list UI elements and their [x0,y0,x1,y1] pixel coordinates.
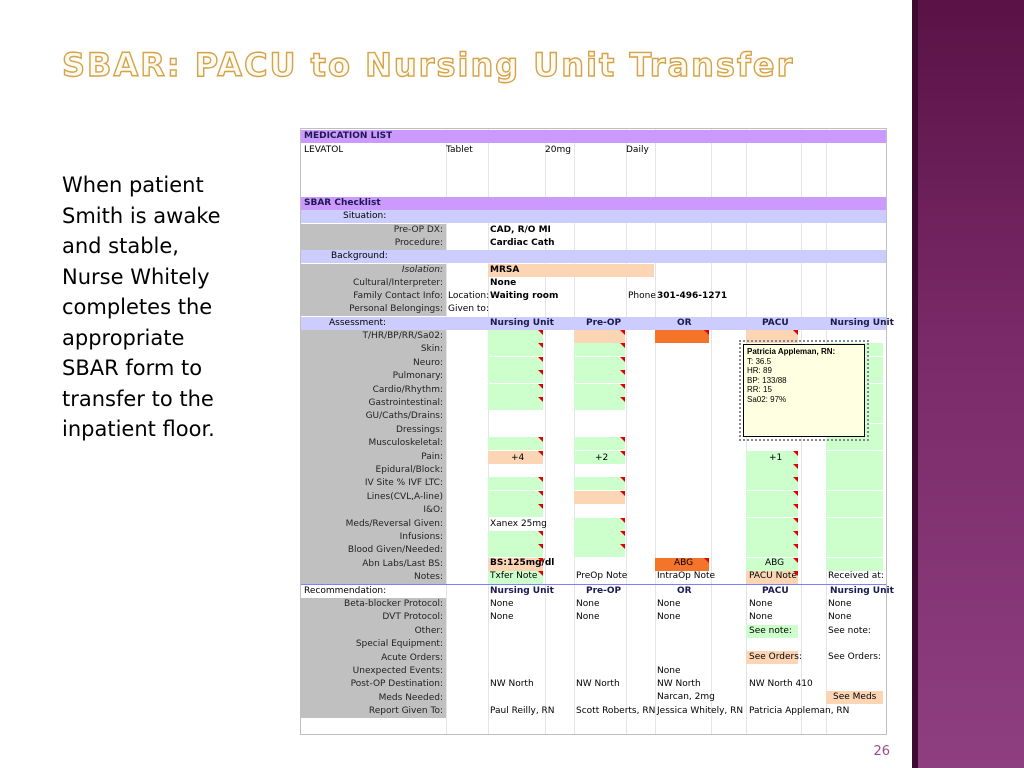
assessment-cell-unit[interactable] [826,518,883,531]
pain-pacu-value: +1 [769,453,783,463]
situation-label: Situation: [343,211,387,221]
sbar-spreadsheet [300,128,894,735]
labs-nursing-value: BS:125mg/dl [490,558,555,568]
side-panel [912,0,1024,768]
isolation-value: MRSA [490,265,520,275]
preop-dx-label: Pre-OP DX: [393,225,443,235]
comment-indicator[interactable] [620,330,625,335]
rec-col-pacu: PACU [762,586,789,596]
medication-row [301,144,886,157]
assessment-cell-pacu[interactable] [746,477,798,490]
comment-indicator[interactable] [538,477,543,482]
dest-preop: NW North [576,679,620,689]
assessment-row-label: Musculoskeletal: [368,438,443,449]
comment-indicator[interactable] [620,397,625,402]
beta-pacu: None [749,599,773,609]
assessment-row-label: Abn Labs/Last BS: [362,558,443,569]
comment-line: RR: 15 [747,385,772,394]
comment-indicator[interactable] [793,558,798,563]
dvt-nursing: None [490,612,514,622]
comment-indicator[interactable] [538,437,543,442]
notes-preop-value: PreOp Note [576,571,628,581]
assessment-cell-nursing[interactable] [488,437,543,450]
assessment-row-label: I&O: [423,505,443,516]
assessment-cell-unit[interactable] [826,477,883,490]
assessment-row-label: Blood Given/Needed: [347,545,443,556]
given-to-label: Given to: [448,304,489,314]
assessment-cell-nursing[interactable] [488,370,543,383]
comment-indicator[interactable] [704,558,709,563]
comment-indicator[interactable] [620,518,625,523]
med-form[interactable]: Tablet [446,145,473,155]
medication-list-title: MEDICATION LIST [304,131,393,141]
assessment-cell-pacu[interactable] [746,544,798,557]
comment-indicator[interactable] [793,491,798,496]
comment-indicator[interactable] [793,464,798,469]
comment-indicator[interactable] [793,451,798,456]
rec-col-or: OR [677,586,692,596]
assessment-cell-preop[interactable] [574,357,625,370]
comment-indicator[interactable] [793,531,798,536]
assessment-cell-nursing[interactable] [488,330,543,343]
comment-indicator[interactable] [620,437,625,442]
comment-indicator[interactable] [538,451,543,456]
comment-indicator[interactable] [538,330,543,335]
assessment-cell-unit[interactable] [826,531,883,544]
col-or: OR [677,318,692,328]
comment-indicator[interactable] [793,504,798,509]
comment-indicator[interactable] [538,571,543,576]
col-nursing-unit: Nursing Unit [490,318,554,328]
dvt-or: None [657,612,681,622]
comment-indicator[interactable] [620,370,625,375]
comment-title: Patricia Appleman, RN: [747,347,836,356]
beta-or: None [657,599,681,609]
procedure-value[interactable]: Cardiac Cath [490,238,555,248]
assessment-cell-nursing[interactable] [488,544,543,557]
sbar-checklist-title: SBAR Checklist [304,198,381,208]
assessment-row-label: T/HR/BP/RR/Sa02: [362,331,443,341]
assessment-cell-unit[interactable] [826,491,883,504]
family-contact-label: Family Contact Info: [353,291,443,301]
labs-pacu-value: ABG [765,558,785,568]
situation-header [301,210,886,223]
report-pacu: Patricia Appleman, RN [749,706,850,716]
assessment-row-label: Cardio/Rhythm: [372,384,443,395]
report-nursing: Paul Reilly, RN [490,706,555,716]
assessment-row-label: Notes: [413,572,443,583]
assessment-cell-nursing[interactable] [488,357,543,370]
assessment-cell-preop[interactable] [574,384,625,397]
comment-indicator[interactable] [793,477,798,482]
report-preop: Scott Roberts, RN [576,706,656,716]
assessment-cell-unit[interactable] [826,451,883,464]
dvt-preop: None [576,612,600,622]
beta-nursing: None [490,599,514,609]
assessment-cell-nursing[interactable] [488,531,543,544]
recommendation-row-label: Report Given To: [368,706,443,717]
comment-indicator[interactable] [538,491,543,496]
comment-indicator[interactable] [538,397,543,402]
comment-indicator[interactable] [620,477,625,482]
comment-indicator[interactable] [620,491,625,496]
assessment-cell-unit[interactable] [826,544,883,557]
notes-unit-value: Received at: [828,571,884,581]
belongings-label: Personal Belongings: [349,304,443,314]
assessment-row-label: GU/Caths/Drains: [365,411,443,422]
meds-needed-or: Narcan, 2mg [657,692,715,702]
phone-value[interactable]: 301-496-1271 [657,291,728,301]
assessment-cell-or[interactable] [655,330,709,343]
dest-pacu: NW North 410 [749,679,813,689]
assessment-cell-preop[interactable] [574,531,625,544]
assessment-cell-nursing[interactable] [488,384,543,397]
beta-preop: None [576,599,600,609]
rec-col-nursing-unit: Nursing Unit [490,586,554,596]
procedure-label: Procedure: [394,238,443,248]
assessment-cell-pacu[interactable] [746,464,798,477]
assessment-row-label: Dressings: [396,424,443,435]
slide-title: SBAR: PACU to Nursing Unit Transfer [62,46,795,84]
assessment-cell-unit[interactable] [826,464,883,477]
assessment-cell-preop[interactable] [574,518,625,531]
recommendation-label: Recommendation: [304,586,387,596]
assessment-cell-preop[interactable] [574,437,625,450]
comment-indicator[interactable] [704,330,709,335]
assessment-row-label: Lines(CVL,A-line) [366,491,443,502]
med-name[interactable]: LEVATOL [304,145,344,155]
report-or: Jessica Whitely, RN [657,706,744,716]
other-pacu-value: See note: [749,626,792,636]
assessment-cell-nursing[interactable] [488,343,543,356]
assessment-cell-unit[interactable] [826,437,883,450]
pain-preop-value: +2 [595,453,609,463]
comment-line: HR: 89 [747,366,772,375]
background-header [301,250,886,263]
comment-line: T: 36.5 [747,356,772,366]
assessment-cell-nursing[interactable] [488,491,543,504]
comment-indicator[interactable] [620,544,625,549]
col-nursing-unit-2: Nursing Unit [830,318,894,328]
assessment-cell-pacu[interactable] [746,330,798,343]
assessment-row-label: Gastrointestinal: [368,398,443,408]
beta-unit: None [828,599,852,609]
comment-indicator[interactable] [538,343,543,348]
assessment-cell-nursing[interactable] [488,477,543,490]
dest-nursing: NW North [490,679,534,689]
notes-or-value: IntraOp Note [657,571,716,581]
sbar-checklist-header [301,197,886,210]
comment-line: BP: 133/88 [747,375,787,385]
comment-indicator[interactable] [620,531,625,536]
assessment-header [301,317,894,330]
recommendation-header [301,584,894,598]
assessment-row-label: Neuro: [412,357,443,368]
comment-indicator[interactable] [620,343,625,348]
comment-line: Sa02: 97% [747,394,787,404]
notes-pacu-value: PACU Note [749,571,797,581]
assessment-row-label: Infusions: [399,532,443,542]
acute-orders-pacu-value: See Orders: [749,652,802,662]
acute-orders-unit-value: See Orders: [828,652,881,662]
other-unit-value: See note: [828,626,871,636]
assessment-cell-preop[interactable] [574,477,625,490]
page-number: 26 [873,744,890,759]
assessment-cell-preop[interactable] [574,491,625,504]
comment-indicator[interactable] [620,357,625,362]
assessment-row-label: Pulmonary: [392,371,443,382]
assessment-cell-preop[interactable] [574,330,625,343]
meds-needed-unit: See Meds [833,692,877,702]
recommendation-row-label: Meds Needed: [378,692,443,703]
dvt-pacu: None [749,612,773,622]
dvt-unit: None [828,612,852,622]
col-pacu: PACU [762,318,789,328]
comment-indicator[interactable] [538,531,543,536]
recommendation-row-label: Other: [414,625,443,636]
med-frequency[interactable]: Daily [626,145,649,155]
comment-indicator[interactable] [793,544,798,549]
recommendation-row-label: Unexpected Events: [352,666,443,676]
slide-body-text: When patient Smith is awake and stable, Nurse Whitely completes the appropriate SBAR form to transfer to the inpatient floor. [62,173,221,441]
rec-col-preop: Pre-OP [586,586,622,596]
recommendation-row-label: DVT Protocol: [382,612,443,623]
recommendation-row-label: Beta-blocker Protocol: [344,599,443,609]
comment-indicator[interactable] [793,518,798,523]
comment-indicator[interactable] [538,384,543,389]
assessment-cell-pacu[interactable] [746,491,798,504]
comment-indicator[interactable] [538,370,543,375]
assessment-cell-unit[interactable] [826,504,883,517]
preop-dx-value[interactable]: CAD, R/O MI [490,225,551,235]
side-panel-stripe [912,0,918,768]
location-value[interactable]: Waiting room [490,291,559,301]
unexpected-or-value: None [657,666,681,676]
assessment-cell-nursing[interactable] [488,504,543,517]
rec-col-nursing-unit-2: Nursing Unit [830,586,894,596]
assessment-cell-pacu[interactable] [746,531,798,544]
comment-indicator[interactable] [793,330,798,335]
dest-or: NW North [657,679,701,689]
recommendation-row-label: Special Equipment: [355,639,443,650]
comment-indicator[interactable] [538,357,543,362]
pain-nursing-value: +4 [511,453,525,463]
recommendation-row-label: Acute Orders: [381,652,443,663]
medication-list-header [301,130,886,143]
notes-nursing-value: Txfer Note [490,571,538,581]
assessment-cell-pacu[interactable] [746,518,798,531]
recommendation-row-label: Post-OP Destination: [350,679,443,690]
assessment-label: Assessment: [329,318,387,328]
assessment-row-label: Pain: [421,451,443,462]
phone-label: Phone [628,291,656,301]
assessment-cell-nursing[interactable] [488,397,543,410]
assessment-row-label: Meds/Reversal Given: [345,518,443,529]
assessment-cell-preop[interactable] [574,397,625,410]
assessment-cell-preop[interactable] [574,544,625,557]
comment-indicator[interactable] [620,451,625,456]
assessment-row-label: IV Site % IVF LTC: [364,478,443,489]
col-preop: Pre-OP [586,318,622,328]
assessment-row-label: Epidural/Block: [375,465,443,475]
cultural-value[interactable]: None [490,278,517,288]
isolation-label: Isolation: [401,265,443,275]
assessment-row-label: Skin: [420,344,443,355]
assessment-cell-unit[interactable] [826,558,883,571]
meds-given-value: Xanex 25mg [490,519,547,529]
comment-indicator[interactable] [538,544,543,549]
cell-comment-popup[interactable] [743,344,865,437]
med-dose[interactable]: 20mg [545,145,571,155]
cultural-label: Cultural/Interpreter: [353,278,443,288]
background-label: Background: [331,251,388,261]
labs-or-value: ABG [674,558,694,568]
comment-indicator[interactable] [538,504,543,509]
comment-indicator[interactable] [620,384,625,389]
location-label: Location: [448,291,490,301]
assessment-cell-preop[interactable] [574,343,625,356]
assessment-cell-pacu[interactable] [746,504,798,517]
assessment-cell-preop[interactable] [574,370,625,383]
